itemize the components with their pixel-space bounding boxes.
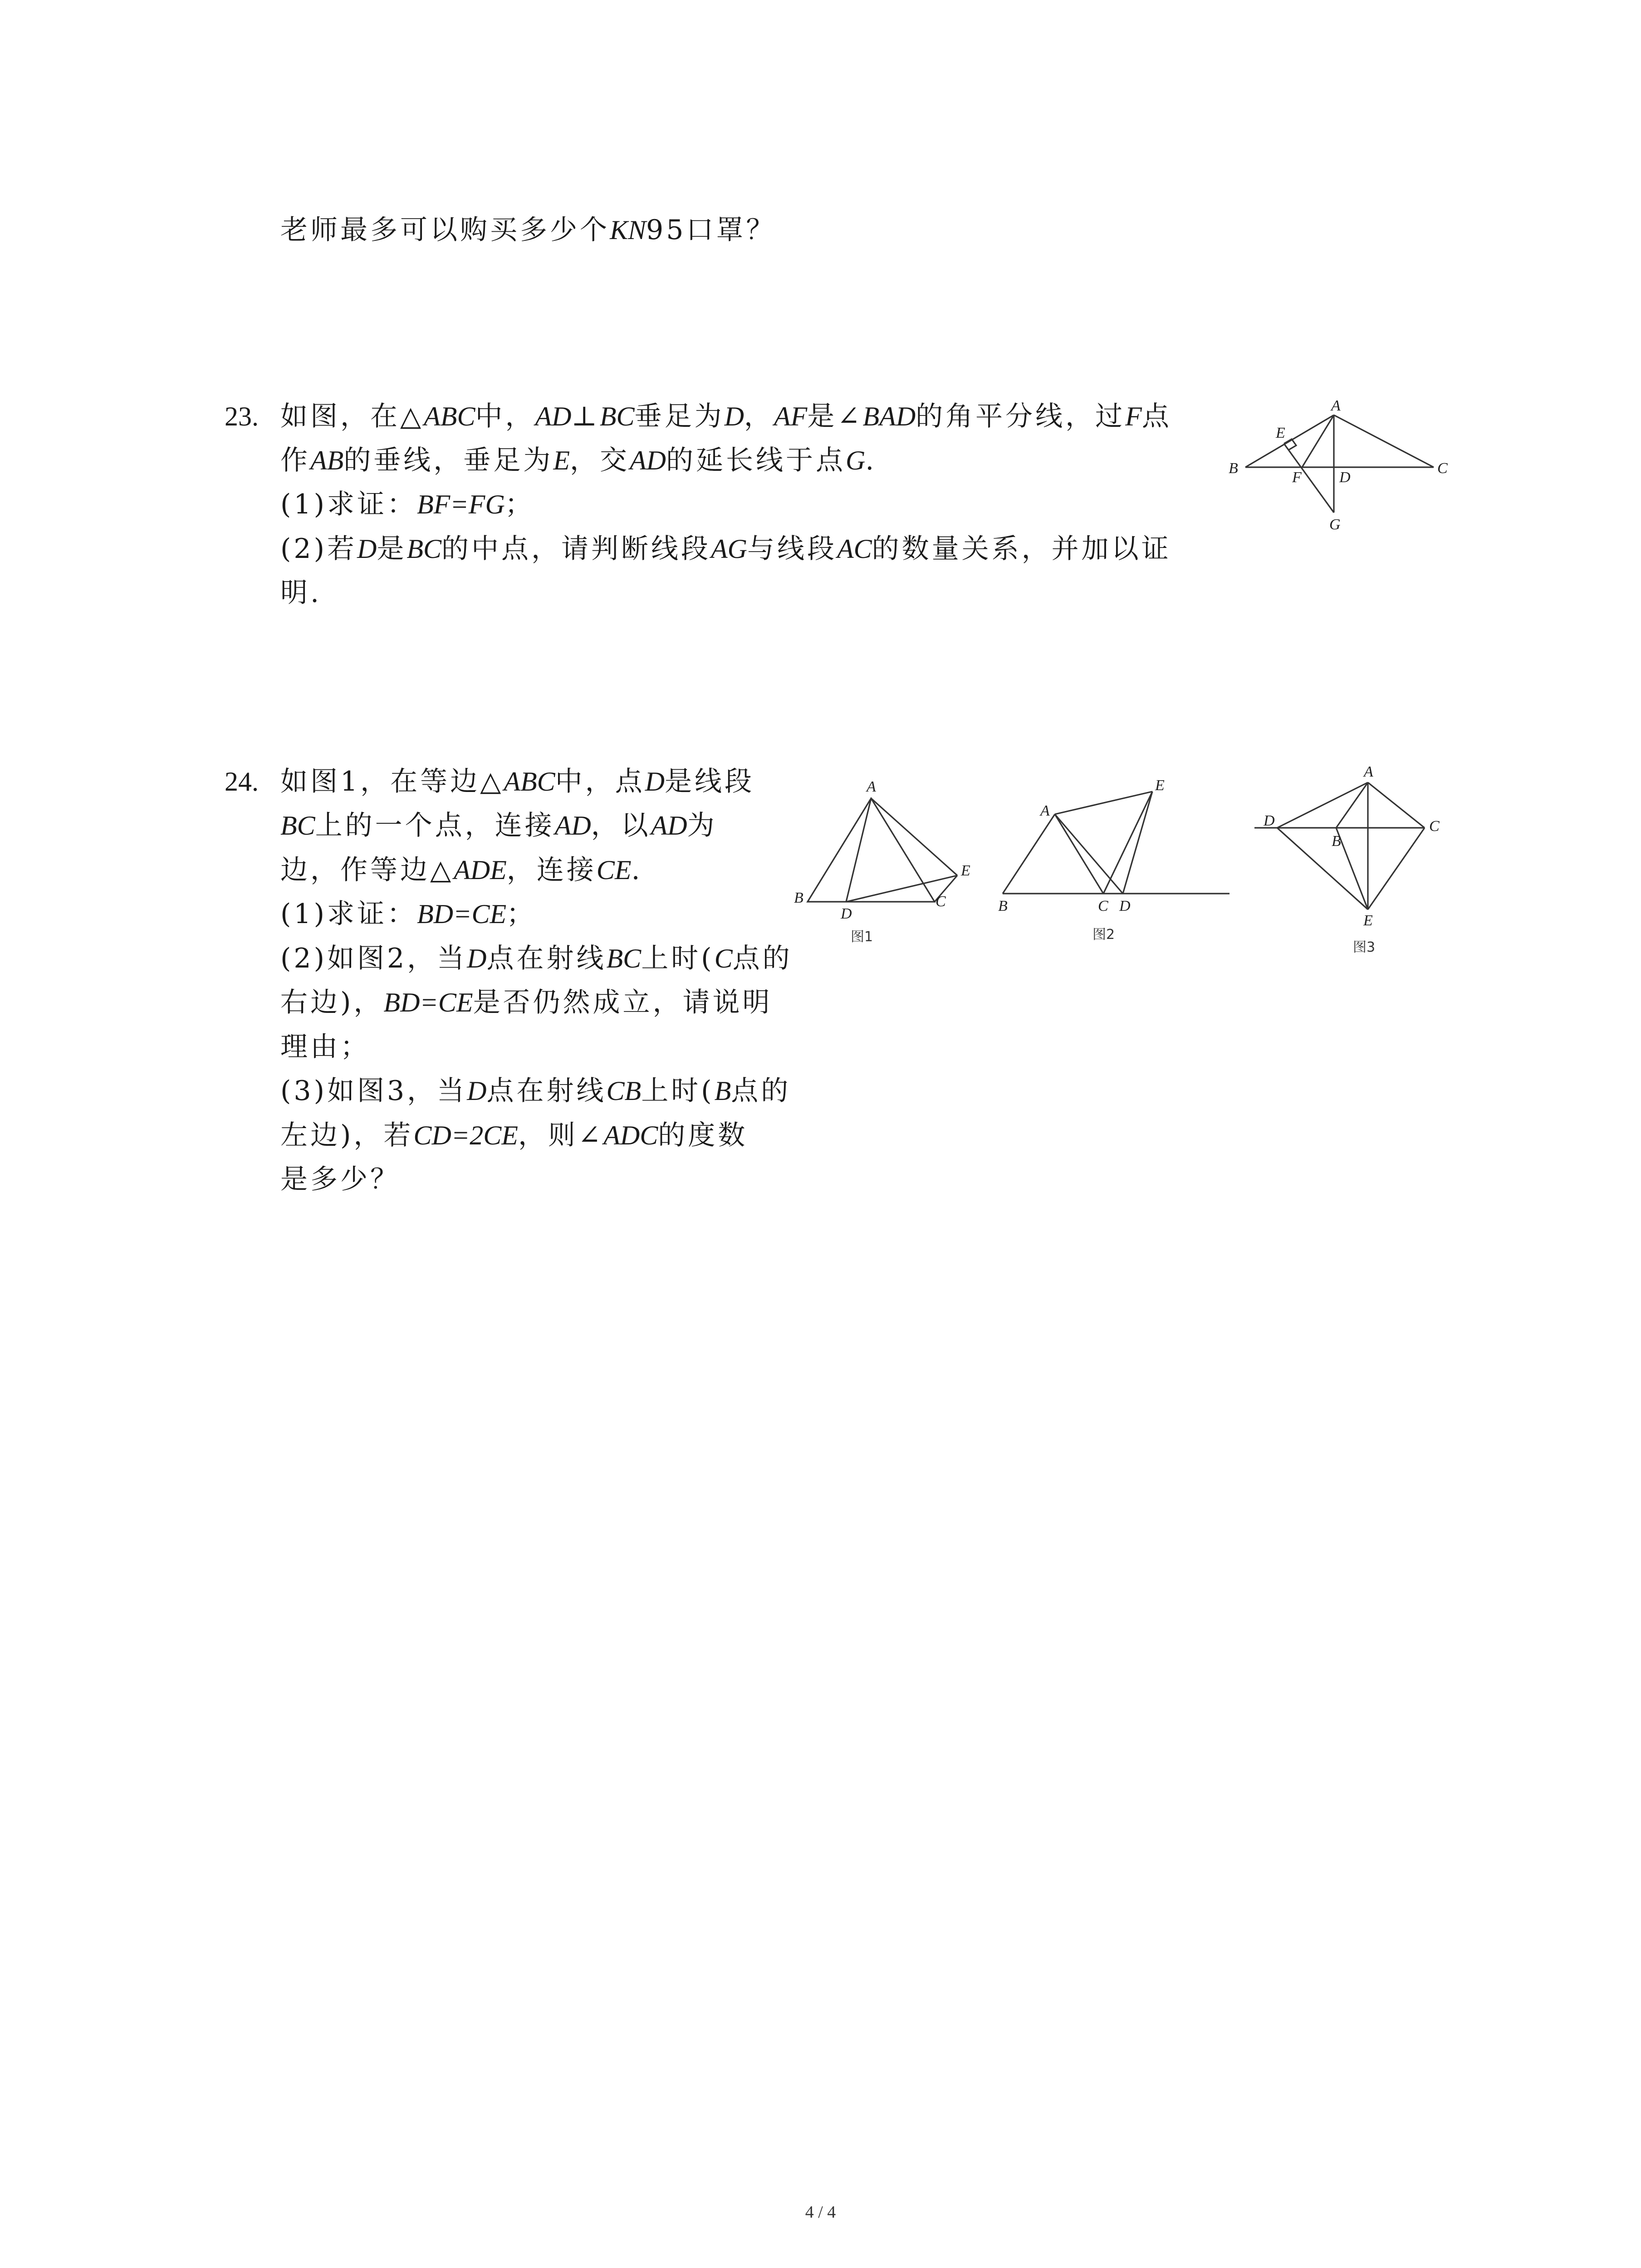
segment-AD [846, 798, 871, 902]
label-D: D [1339, 469, 1351, 486]
question-23-part-2: (2)若D是BC的中点，请判断线段AG与线段AC的数量关系，并加以证 [280, 533, 1171, 565]
q24-figure-3 [1252, 753, 1470, 966]
q23-figure [1220, 388, 1456, 538]
segment-AE [871, 798, 957, 875]
figure-caption: 图2 [1092, 927, 1115, 943]
right-angle-mark [1284, 439, 1296, 450]
segment-AD [1277, 782, 1368, 828]
segment-AC [1334, 415, 1434, 467]
segment-DE [1277, 828, 1368, 909]
question-24-part-3: (3)如图3，当D点在射线CB上时(B点的 [280, 1075, 791, 1107]
segment-AE [1055, 792, 1152, 814]
label-G: G [1329, 516, 1341, 533]
q24-figure-2 [994, 762, 1248, 962]
segment-AB [1003, 814, 1055, 894]
question-number-23: 23. [225, 401, 259, 431]
question-23-line-2: 作AB的垂线，垂足为E，交AD的延长线于点G. [280, 445, 877, 476]
question-23-line-1: 如图，在△ABC中，AD⊥BC垂足为D，AF是∠BAD的角平分线，过F点 [280, 401, 1172, 432]
question-24-line-1: 如图1，在等边△ABC中，点D是线段 [280, 766, 754, 797]
question-24-part-3-end: 是多少？ [280, 1163, 400, 1195]
question-24-part-3-cont: 左边)，若CD=2CE，则∠ADC的度数 [280, 1119, 748, 1151]
label-C: C [1437, 460, 1448, 477]
label-E: E [1363, 912, 1373, 929]
question-24-line-3: 边，作等边△ADE，连接CE. [280, 854, 643, 886]
segment-EG [1284, 444, 1334, 513]
label-E: E [1155, 777, 1165, 794]
segment-AD [1055, 814, 1123, 894]
label-D: D [1264, 812, 1275, 829]
label-A: A [867, 778, 876, 795]
label-E: E [1276, 425, 1285, 441]
q24-figure-1 [789, 767, 989, 957]
label-B: B [998, 898, 1008, 914]
question-number-24: 24. [225, 767, 259, 797]
label-D: D [841, 905, 852, 922]
label-E: E [961, 862, 970, 879]
figure-caption: 图1 [851, 929, 873, 945]
question-text-line: 老师最多可以购买多少个KN95口罩？ [280, 214, 776, 246]
segment-AC [1368, 782, 1425, 828]
label-C: C [1429, 818, 1440, 835]
segment-CE [1368, 828, 1425, 909]
question-24-part-2: (2)如图2，当D点在射线BC上时(C点的 [280, 943, 793, 974]
label-B: B [1332, 833, 1341, 850]
label-A: A [1364, 763, 1373, 780]
segment-AF [1302, 415, 1334, 467]
figure-caption: 图3 [1353, 939, 1376, 955]
label-B: B [794, 890, 803, 906]
question-24-part-2-cont: 右边)，BD=CE是否仍然成立，请说明 [280, 987, 773, 1018]
question-24-line-2: BC上的一个点，连接AD，以AD为 [280, 810, 717, 841]
question-23-part-2-cont: 明. [280, 577, 322, 609]
label-A: A [1040, 802, 1050, 819]
label-D: D [1119, 898, 1131, 914]
segment-AB [1336, 782, 1368, 828]
question-24-part-2-end: 理由； [280, 1031, 370, 1063]
label-B: B [1229, 460, 1238, 477]
triangle-ABC [808, 798, 935, 902]
segment-AC [1055, 814, 1103, 894]
label-C: C [936, 893, 946, 910]
question-23-part-1: (1)求证：BF=FG； [280, 489, 535, 520]
label-A: A [1331, 397, 1341, 414]
page-number: 4 / 4 [805, 2203, 836, 2222]
label-F: F [1292, 469, 1302, 486]
question-24-part-1: (1)求证：BD=CE； [280, 898, 537, 930]
label-C: C [1098, 898, 1108, 914]
